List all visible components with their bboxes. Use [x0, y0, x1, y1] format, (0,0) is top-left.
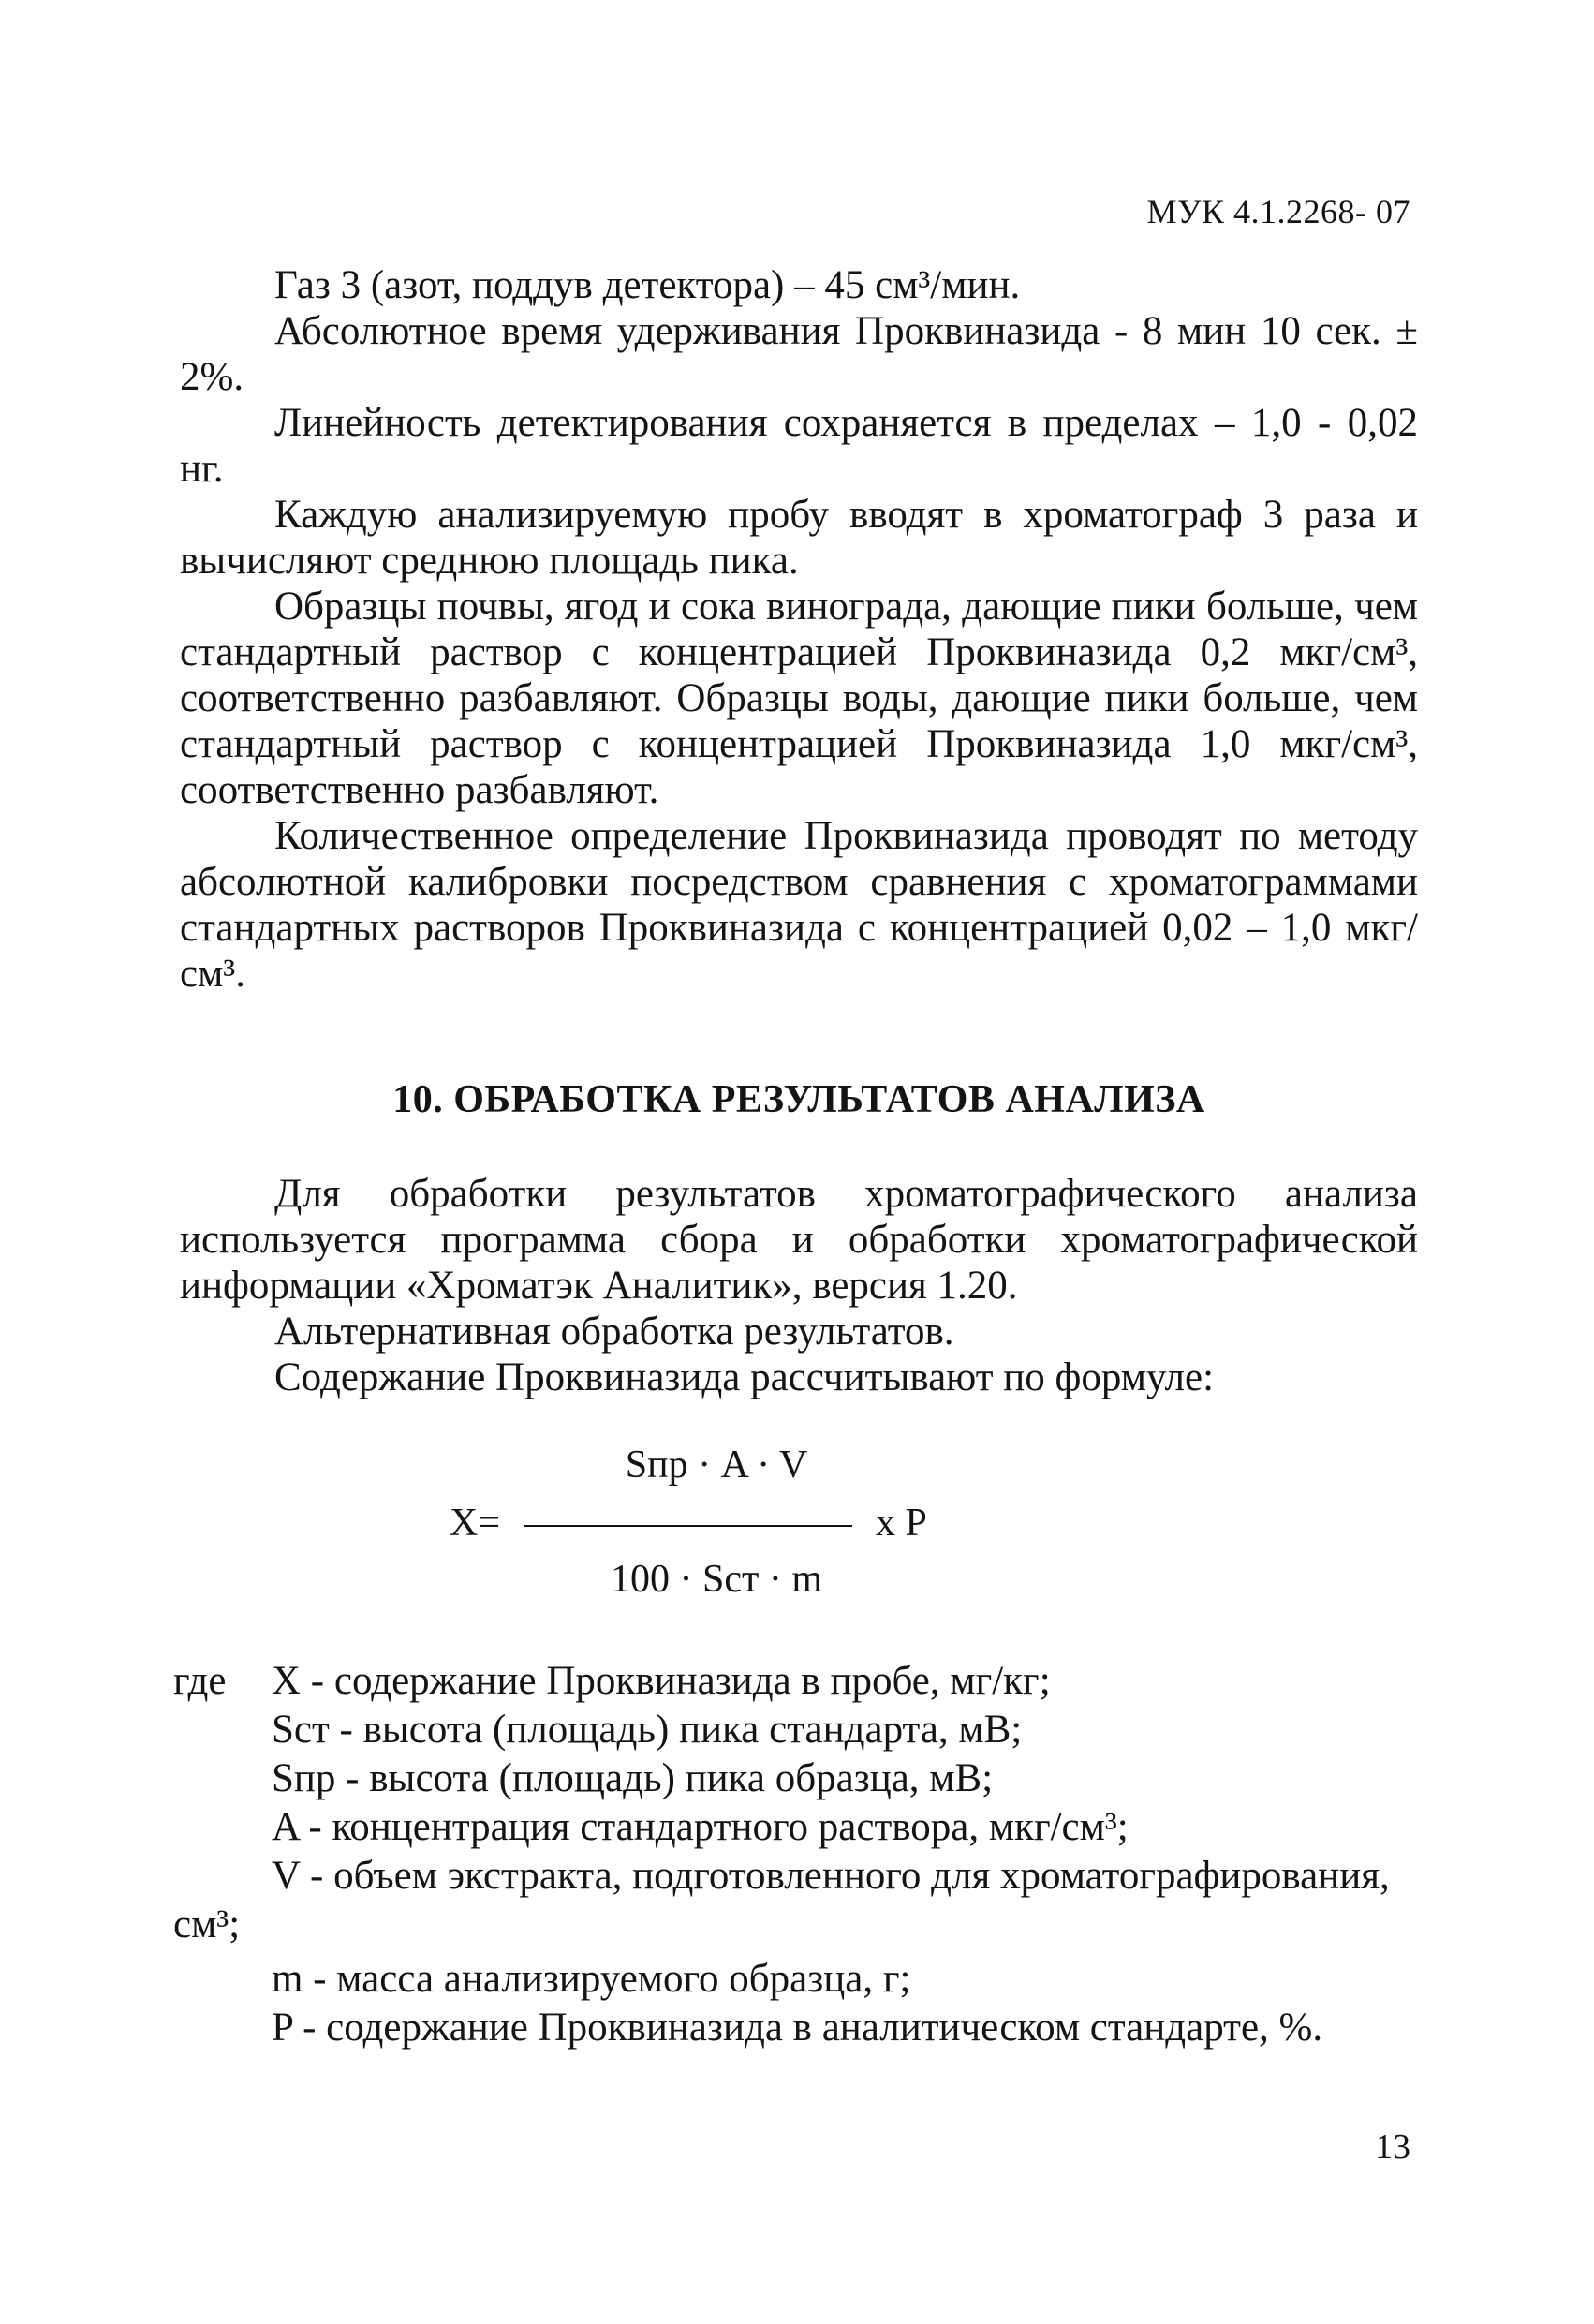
paragraph-gas: Газ 3 (азот, поддув детектора) – 45 см³/мин. [274, 263, 1021, 307]
section-text [180, 1171, 1418, 1400]
section-heading: 10. ОБРАБОТКА РЕЗУЛЬТАТОВ АНАЛИЗА [392, 1078, 1205, 1121]
paragraph-formula-intro: Содержание Проквиназида рассчитывают по формуле: [274, 1355, 1215, 1399]
document-code: МУК 4.1.2268- 07 [1146, 193, 1410, 230]
body-text [180, 262, 1418, 997]
paragraph-software: Для обработки результатов хроматографического анализа используется программа сбора и обработки хроматографической информации «Хроматэк Аналитик», версия 1.20. [180, 1172, 1418, 1308]
paragraph-alternative: Альтернативная обработка результатов. [274, 1310, 954, 1354]
formula [412, 1443, 1068, 1630]
formula-denominator: 100 · Sст · m [611, 1558, 822, 1601]
page-number: 13 [1375, 2127, 1410, 2167]
formula-multiplier: x P [876, 1502, 927, 1545]
definition-x: X - содержание Проквиназида в пробе, мг/кг; [272, 1659, 1051, 1703]
paragraph-linearity: Линейность детектирования сохраняется в пределах – 1,0 - 0,02 нг. [180, 401, 1418, 491]
definition-v: V - объем экстракта, подготовленного для хроматографирования, [272, 1854, 1390, 1898]
definition-p: P - содержание Проквиназида в аналитическом стандарте, %. [272, 2006, 1323, 2050]
definition-v-continuation: см³; [173, 1902, 241, 1947]
definition-sst: Sст - высота (площадь) пика стандарта, мВ; [272, 1708, 1023, 1752]
fraction-bar [524, 1525, 852, 1527]
definition-spr: Sпр - высота (площадь) пика образца, мВ; [272, 1756, 994, 1800]
formula-numerator: Sпр · A · V [625, 1443, 808, 1487]
definition-m: m - масса анализируемого образца, г; [272, 1957, 911, 2001]
where-label: где [173, 1659, 227, 1703]
paragraph-dilution: Образцы почвы, ягод и сока винограда, дающие пики больше, чем стандартный раствор с концентрацией Проквиназида 0,2 мкг/см³, соответственно разбавляют. Образцы воды, дающие пики больше, чем стандартный раствор с концентрацией Проквиназида 1,0 мкг/см³, соответственно разбавляют. [180, 585, 1418, 812]
formula-lhs: X= [450, 1502, 501, 1545]
paragraph-injection: Каждую анализируемую пробу вводят в хроматограф 3 раза и вычисляют среднюю площадь пика. [180, 493, 1418, 583]
paragraph-calibration: Количественное определение Проквиназида проводят по методу абсолютной калибровки посредством сравнения с хроматограммами стандартных растворов Проквиназида с концентрацией 0,02 – 1,0 мкг/см³. [180, 814, 1418, 996]
paragraph-retention-time: Абсолютное время удерживания Проквиназида - 8 мин 10 сек. ± 2%. [180, 309, 1418, 399]
definition-a: A - концентрация стандартного раствора, мкг/см³; [272, 1805, 1129, 1849]
